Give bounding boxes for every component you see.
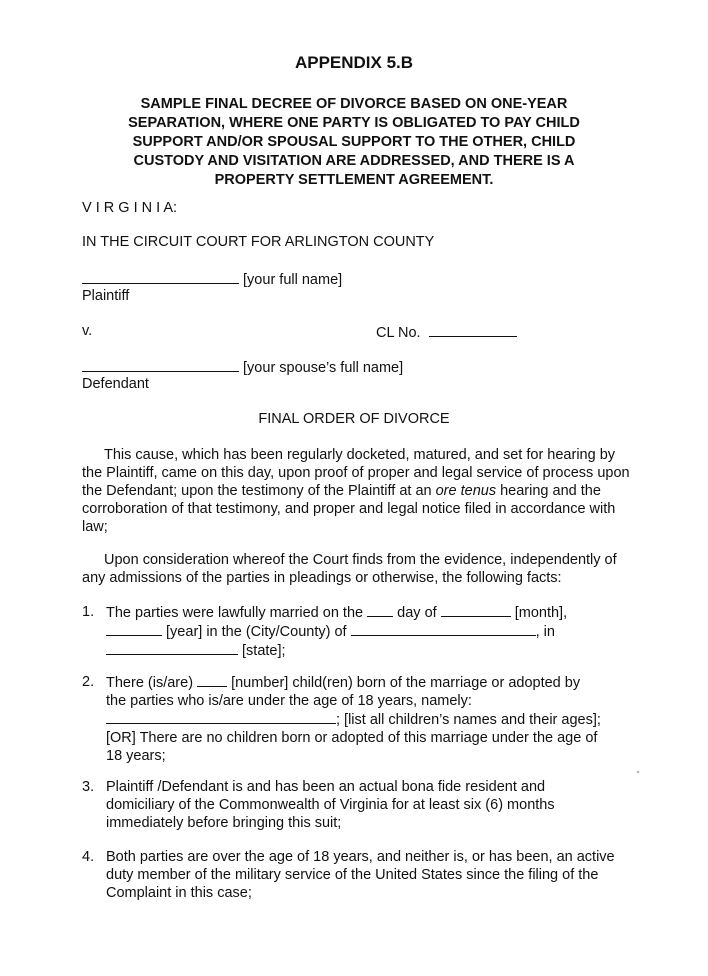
day-blank [367,603,393,617]
children-names-blank [106,710,336,724]
city-county-blank [351,622,536,636]
intro-text-cont: hearing and the corroboration of that testimony, and proper and legal notice filed in accordance with law; [82,483,616,535]
text: [state]; [242,643,286,659]
year-blank [106,622,162,636]
item-number: 3. [82,779,95,795]
state-heading: V I R G I N I A: [82,200,178,216]
subtitle-line: SUPPORT AND/OR SPOUSAL SUPPORT TO THE OTHER, CHILD [132,134,576,150]
findings-paragraph: Upon consideration whereof the Court finds from the evidence, independently of any admissions of the parties in pleadings or otherwise, the following facts: [82,552,617,586]
plaintiff-label: Plaintiff [82,288,130,304]
scan-speck [637,771,639,773]
defendant-name-hint: [your spouse’s full name] [243,360,404,376]
order-title: FINAL ORDER OF DIVORCE [258,411,450,427]
item-1-line [106,622,630,641]
item-number: 1. [82,604,95,620]
subtitle-line: PROPERTY SETTLEMENT AGREEMENT. [214,172,494,188]
subtitle-line: SAMPLE FINAL DECREE OF DIVORCE BASED ON ONE-YEAR [140,96,568,112]
item-2-text [106,673,630,765]
subtitle-line: CUSTODY AND VISITATION ARE ADDRESSED, AND THERE IS A [133,153,575,169]
defendant-name-line [82,358,403,376]
court-heading: IN THE CIRCUIT COURT FOR ARLINGTON COUNTY [82,234,435,250]
text: [month], [514,605,568,621]
plaintiff-name-hint: [your full name] [243,272,343,288]
document-subtitle [100,95,608,190]
item-3-text: Plaintiff /Defendant is and has been an actual bona fide resident and domiciliary of the Commonwealth of Virginia for at least six (6) months immediately before bringing this suit; [106,779,555,831]
intro-italic-term: ore tenus [435,483,497,499]
case-number-label: CL No. [376,325,421,341]
item-number: 4. [82,849,95,865]
case-number-line [376,323,517,341]
item-2-line: the parties who is/are under the age of 18 years, namely: [106,693,472,709]
text: , in [535,624,555,640]
subtitle-line: SEPARATION, WHERE ONE PARTY IS OBLIGATED TO PAY CHILD [128,115,580,131]
text: day of [397,605,437,621]
intro-paragraph [82,446,630,536]
defendant-name-blank [82,358,239,372]
item-2-line: [OR] There are no children born or adopted of this marriage under the age of [106,730,598,746]
month-blank [441,603,511,617]
appendix-title: APPENDIX 5.B [294,53,414,72]
number-blank [197,673,227,687]
versus-label: v. [82,323,93,339]
plaintiff-name-blank [82,270,239,284]
item-1-line [106,641,630,660]
item-number: 2. [82,674,95,690]
text: There (is/are) [106,675,194,691]
text: ; [list all children’s names and their ages]; [336,712,601,728]
text: The parties were lawfully married on the [106,605,364,621]
defendant-label: Defendant [82,376,149,392]
text: [number] child(ren) born of the marriage or adopted by [231,675,581,691]
item-2-line: 18 years; [106,748,166,764]
state-blank [106,641,238,655]
item-2-line [106,673,630,692]
item-1-text [106,603,630,660]
item-1-line [106,603,630,622]
item-4-text: Both parties are over the age of 18 years, and neither is, or has been, an active duty member of the military service of the United States since the filing of the Complaint in this case; [106,849,615,901]
plaintiff-name-line [82,270,342,288]
text: [year] in the (City/County) of [166,624,347,640]
intro-text: This cause, which has been regularly docketed, matured, and set for hearing by the Plaintiff, came on this day, upon proof of proper and legal service of process upon the Defendant; upon the testimony of the Plaintiff at an [82,447,630,499]
item-2-line [106,710,630,729]
case-number-blank [429,323,517,337]
